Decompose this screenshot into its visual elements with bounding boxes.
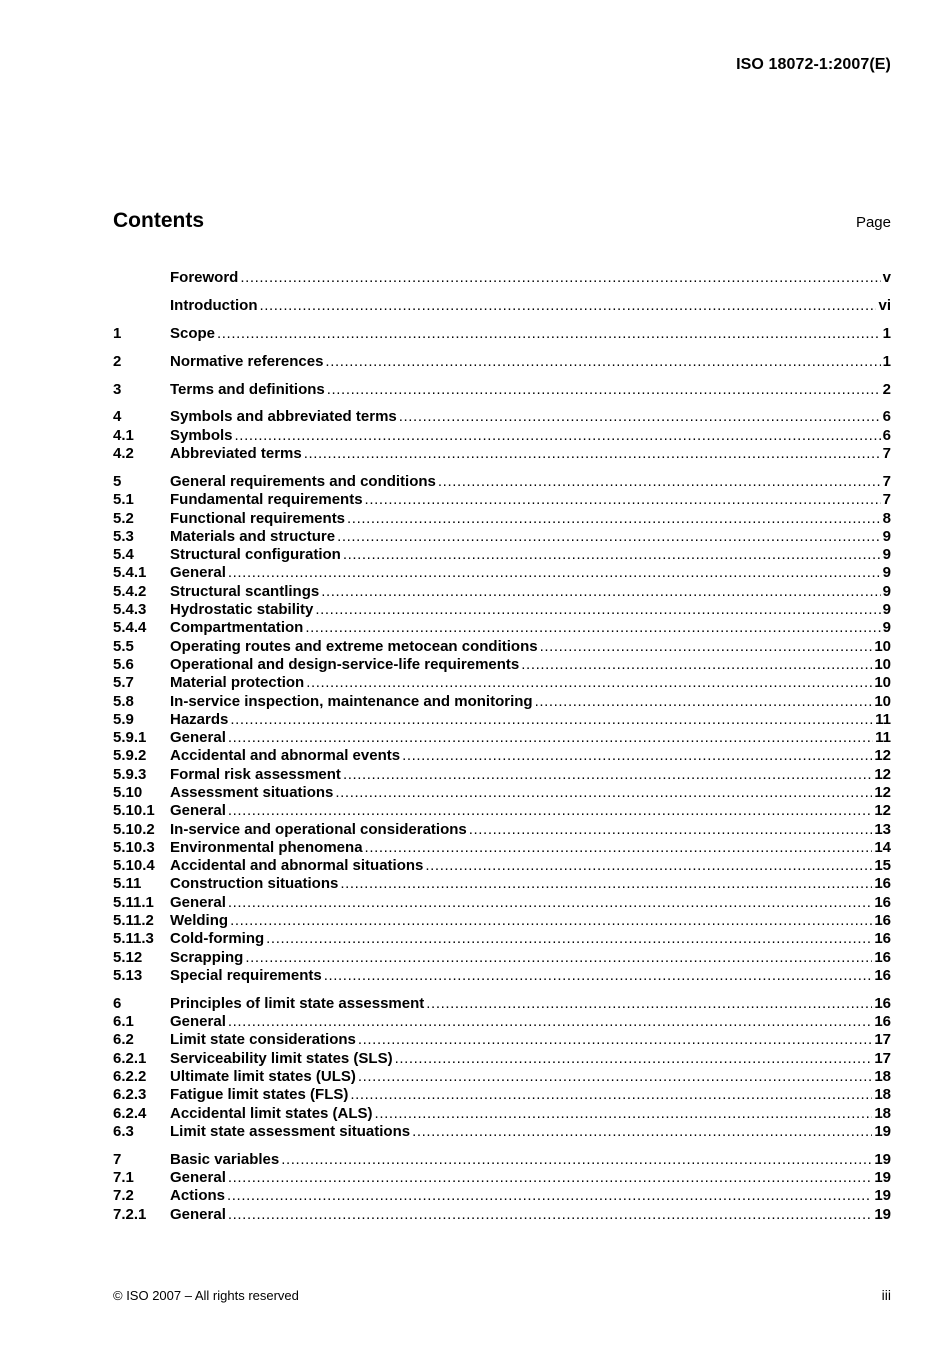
toc-entry-number: 5.9.3 [113,765,147,783]
toc-entry[interactable] [113,638,891,656]
toc-leader-dots [425,857,872,875]
toc-entry[interactable] [113,381,891,399]
toc-leader-dots [540,638,873,656]
toc-entry[interactable] [113,473,891,491]
toc-group [113,473,891,985]
toc-entry-number: 5.10 [113,783,143,801]
toc-entry-page: 17 [874,1049,891,1067]
toc-leader-dots [358,1031,872,1049]
toc-entry-title: Principles of limit state assessment [170,994,425,1012]
toc-entry-title: Terms and definitions [170,380,325,398]
toc-entry-page: 6 [882,408,891,426]
contents-header [113,209,891,233]
toc-leader-dots [350,1086,872,1104]
toc-entry-page: 19 [874,1150,891,1168]
toc-entry-number: 5 [113,472,122,490]
toc-entry[interactable] [113,546,891,564]
toc-entry-number: 1 [113,324,122,342]
toc-entry-title: Limit state considerations [170,1031,356,1049]
toc-entry-number: 5.10.1 [113,802,155,820]
toc-entry[interactable] [113,912,891,930]
toc-entry-page: 1 [882,324,891,342]
toc-entry-page: 9 [882,546,891,564]
toc-entry[interactable] [113,729,891,747]
toc-entry[interactable] [113,353,891,371]
toc-leader-dots [230,711,873,729]
toc-entry-number: 5.4.1 [113,564,147,582]
toc-entry-page: 9 [882,564,891,582]
toc-entry[interactable] [113,325,891,343]
toc-entry-title: Material protection [170,674,305,692]
toc-entry-title: Formal risk assessment [170,765,341,783]
toc-entry[interactable] [113,583,891,601]
toc-entry-title: In-service inspection, maintenance and monitoring [170,692,533,710]
toc-entry-page: 19 [874,1122,891,1140]
toc-entry-page: 17 [874,1031,891,1049]
toc-leader-dots [438,473,881,491]
toc-entry[interactable] [113,656,891,674]
page-column-label: Page [855,214,891,231]
toc-entry[interactable] [113,297,891,315]
toc-entry-title: Operating routes and extreme metocean conditions [170,637,538,655]
toc-entry-number: 5.11 [113,875,142,893]
document-id: ISO 18072-1:2007(E) [736,56,891,73]
toc-entry[interactable] [113,1086,891,1104]
toc-entry-title: General [170,1169,226,1187]
toc-entry-title: Assessment situations [170,783,334,801]
toc-entry[interactable] [113,1050,891,1068]
toc-entry-page: 16 [874,875,891,893]
toc-leader-dots [521,656,872,674]
toc-entry-title: Functional requirements [170,509,346,527]
toc-entry[interactable] [113,821,891,839]
toc-leader-dots [230,912,872,930]
toc-entry-number: 7.1 [113,1169,134,1187]
toc-entry-page: 9 [882,527,891,545]
toc-entry-title: General [170,1013,226,1031]
toc-entry-page: 9 [882,582,891,600]
toc-entry-number: 7.2 [113,1187,134,1205]
toc-leader-dots [402,747,872,765]
toc-entry-title: Abbreviated terms [170,445,302,463]
toc-entry[interactable] [113,875,891,893]
toc-leader-dots [335,784,872,802]
toc-entry-title: Accidental and abnormal situations [170,857,424,875]
toc-leader-dots [228,1169,872,1187]
toc-entry-title: Structural scantlings [170,582,320,600]
toc-entry-page: 10 [874,692,891,710]
toc-entry[interactable] [113,1151,891,1169]
toc-entry-title: Hydrostatic stability [170,601,314,619]
toc-entry-page: 12 [874,765,891,783]
toc-leader-dots [340,875,872,893]
toc-entry-title: Hazards [170,710,229,728]
toc-entry[interactable] [113,1031,891,1049]
toc-leader-dots [235,427,881,445]
toc-entry-number: 4 [113,408,122,426]
toc-leader-dots [365,491,881,509]
toc-leader-dots [324,967,873,985]
toc-leader-dots [343,766,872,784]
toc-entry-title: Symbols [170,426,233,444]
toc-entry-title: Serviceability limit states (SLS) [170,1049,393,1067]
toc-entry[interactable] [113,1105,891,1123]
toc-entry-title: Scrapping [170,948,244,966]
toc-group [113,353,891,371]
toc-entry[interactable] [113,949,891,967]
toc-entry-number: 5.3 [113,527,134,545]
toc-entry[interactable] [113,445,891,463]
toc-entry-page: 12 [874,783,891,801]
toc-entry-title: Normative references [170,352,324,370]
copyright-notice: © ISO 2007 – All rights reserved [113,1288,299,1303]
toc-entry-number: 5.11.2 [113,912,154,930]
toc-entry-number: 5.9.2 [113,747,147,765]
toc-entry-page: 11 [875,710,891,728]
toc-entry-page: 9 [882,619,891,637]
toc-leader-dots [343,546,881,564]
page-number: iii [881,1287,891,1303]
toc-leader-dots [399,408,881,426]
toc-entry-title: In-service and operational considerations [170,820,467,838]
table-of-contents [113,269,891,1234]
toc-entry-number: 5.10.3 [113,838,155,856]
toc-entry-page: 12 [874,747,891,765]
toc-entry[interactable] [113,269,891,287]
toc-entry-number: 6 [113,994,122,1012]
toc-leader-dots [259,297,876,315]
toc-entry-number: 5.7 [113,674,134,692]
toc-entry-number: 5.10.4 [113,857,155,875]
toc-entry-number: 5.8 [113,692,134,710]
toc-entry[interactable] [113,564,891,582]
toc-leader-dots [306,674,872,692]
toc-entry-title: Materials and structure [170,527,336,545]
toc-leader-dots [305,619,880,637]
toc-entry-page: 6 [882,426,891,444]
toc-entry-page: 16 [874,1013,891,1031]
toc-entry-number: 5.1 [113,491,134,509]
toc-entry[interactable] [113,839,891,857]
toc-entry-page: 13 [874,820,891,838]
toc-entry-title: Structural configuration [170,546,341,564]
toc-entry[interactable] [113,1013,891,1031]
toc-group [113,995,891,1141]
toc-entry-page: 18 [874,1104,891,1122]
toc-entry-title: Environmental phenomena [170,838,363,856]
toc-entry-page: 11 [875,729,891,747]
toc-entry-page: 9 [882,601,891,619]
toc-entry[interactable] [113,528,891,546]
toc-entry-number: 5.2 [113,509,134,527]
toc-leader-dots [240,269,880,287]
toc-entry-title: Basic variables [170,1150,280,1168]
toc-leader-dots [469,821,873,839]
toc-entry-number: 5.9 [113,710,134,728]
toc-entry[interactable] [113,711,891,729]
toc-entry[interactable] [113,1123,891,1141]
toc-entry[interactable] [113,491,891,509]
toc-leader-dots [228,1206,872,1224]
toc-group [113,408,891,463]
toc-entry-title: Compartmentation [170,619,304,637]
toc-entry-page: 15 [874,857,891,875]
toc-entry-number: 5.4.4 [113,619,147,637]
toc-entry-number: 6.2.2 [113,1068,147,1086]
toc-entry-page: 18 [874,1086,891,1104]
toc-entry[interactable] [113,747,891,765]
toc-leader-dots [327,381,881,399]
toc-entry-number: 3 [113,380,122,398]
toc-entry-number: 6.2 [113,1031,134,1049]
toc-leader-dots [347,510,881,528]
toc-entry-title: Welding [170,912,229,930]
toc-leader-dots [245,949,872,967]
toc-entry[interactable] [113,857,891,875]
toc-entry[interactable] [113,510,891,528]
toc-entry[interactable] [113,1169,891,1187]
toc-entry-page: 16 [874,893,891,911]
toc-leader-dots [228,1013,872,1031]
toc-entry-title: General [170,802,226,820]
toc-leader-dots [228,802,872,820]
toc-entry-page: 16 [874,994,891,1012]
toc-entry-number: 2 [113,352,122,370]
toc-entry-title: Foreword [170,269,239,286]
toc-leader-dots [228,564,881,582]
toc-entry-title: Special requirements [170,966,322,984]
toc-entry-title: Actions [170,1187,226,1205]
toc-entry-page: 1 [882,352,891,370]
toc-leader-dots [395,1050,873,1068]
toc-group [113,381,891,399]
toc-leader-dots [412,1123,872,1141]
toc-entry-page: 16 [874,912,891,930]
toc-entry-page: 19 [874,1205,891,1223]
toc-entry-page: 16 [874,966,891,984]
toc-entry-page: 10 [874,674,891,692]
toc-entry-title: Accidental and abnormal events [170,747,401,765]
toc-entry-title: Cold-forming [170,930,265,948]
toc-entry[interactable] [113,995,891,1013]
toc-entry[interactable] [113,619,891,637]
toc-entry-page: v [882,269,891,286]
toc-entry-page: 2 [882,380,891,398]
toc-entry-number: 6.3 [113,1122,134,1140]
toc-entry-page: 7 [882,491,891,509]
toc-entry[interactable] [113,674,891,692]
toc-entry-page: 12 [874,802,891,820]
toc-entry[interactable] [113,784,891,802]
toc-entry-page: 10 [874,655,891,673]
toc-leader-dots [535,693,873,711]
toc-leader-dots [304,445,881,463]
toc-entry-page: 14 [874,838,891,856]
toc-entry-number: 5.4.2 [113,582,147,600]
toc-entry-title: Construction situations [170,875,339,893]
toc-entry-page: vi [878,296,891,314]
toc-entry-number: 6.2.1 [113,1049,147,1067]
toc-leader-dots [375,1105,873,1123]
toc-entry[interactable] [113,693,891,711]
toc-entry[interactable] [113,766,891,784]
toc-entry[interactable] [113,1206,891,1224]
toc-entry[interactable] [113,427,891,445]
toc-leader-dots [266,930,872,948]
toc-leader-dots [228,894,872,912]
toc-entry-title: Limit state assessment situations [170,1122,411,1140]
toc-entry-page: 18 [874,1068,891,1086]
toc-entry-number: 7 [113,1150,122,1168]
toc-entry-title: Scope [170,324,216,342]
toc-entry-title: General [170,1205,226,1223]
toc-entry-page: 19 [874,1187,891,1205]
toc-group [113,1151,891,1224]
toc-entry-page: 16 [874,930,891,948]
toc-entry[interactable] [113,802,891,820]
toc-entry-number: 4.1 [113,426,134,444]
toc-entry-page: 19 [874,1169,891,1187]
toc-leader-dots [358,1068,872,1086]
toc-group [113,297,891,315]
toc-entry-title: Accidental limit states (ALS) [170,1104,373,1122]
toc-leader-dots [228,729,873,747]
toc-entry-page: 8 [882,509,891,527]
toc-entry-number: 4.2 [113,445,134,463]
toc-entry-title: Fatigue limit states (FLS) [170,1086,349,1104]
toc-entry[interactable] [113,967,891,985]
toc-entry-number: 5.4 [113,546,134,564]
toc-entry-number: 6.2.4 [113,1104,147,1122]
toc-entry-title: General [170,893,226,911]
toc-entry-number: 5.11.1 [113,893,154,911]
toc-entry-title: General requirements and conditions [170,472,436,490]
toc-entry[interactable] [113,1187,891,1205]
toc-entry-number: 7.2.1 [113,1205,147,1223]
toc-entry-number: 6.1 [113,1013,134,1031]
toc-leader-dots [365,839,873,857]
toc-entry-page: 10 [874,637,891,655]
toc-entry-number: 5.4.3 [113,601,147,619]
toc-entry-title: Symbols and abbreviated terms [170,408,397,426]
toc-entry-number: 5.9.1 [113,729,147,747]
toc-entry-page: 7 [882,472,891,490]
toc-entry-title: Ultimate limit states (ULS) [170,1068,356,1086]
toc-entry-number: 5.5 [113,637,134,655]
toc-leader-dots [315,601,880,619]
toc-entry-page: 16 [874,948,891,966]
toc-entry[interactable] [113,408,891,426]
toc-entry-title: Fundamental requirements [170,491,363,509]
toc-entry-title: General [170,729,226,747]
toc-entry-title: Introduction [170,296,258,314]
toc-group [113,325,891,343]
toc-leader-dots [281,1151,872,1169]
toc-leader-dots [227,1187,872,1205]
toc-entry-title: Operational and design-service-life requirements [170,655,520,673]
toc-entry-number: 5.10.2 [113,820,155,838]
toc-entry-title: General [170,564,226,582]
toc-leader-dots [426,995,872,1013]
toc-entry[interactable] [113,894,891,912]
toc-leader-dots [217,325,881,343]
contents-title: Contents [113,209,204,232]
toc-entry[interactable] [113,601,891,619]
toc-entry-number: 5.13 [113,966,143,984]
toc-entry[interactable] [113,1068,891,1086]
toc-leader-dots [321,583,880,601]
toc-entry-page: 7 [882,445,891,463]
toc-entry[interactable] [113,930,891,948]
toc-group [113,269,891,287]
toc-entry-number: 5.12 [113,948,143,966]
toc-entry-number: 5.6 [113,655,134,673]
toc-leader-dots [337,528,881,546]
toc-leader-dots [325,353,880,371]
toc-entry-number: 5.11.3 [113,930,154,948]
toc-entry-number: 6.2.3 [113,1086,147,1104]
